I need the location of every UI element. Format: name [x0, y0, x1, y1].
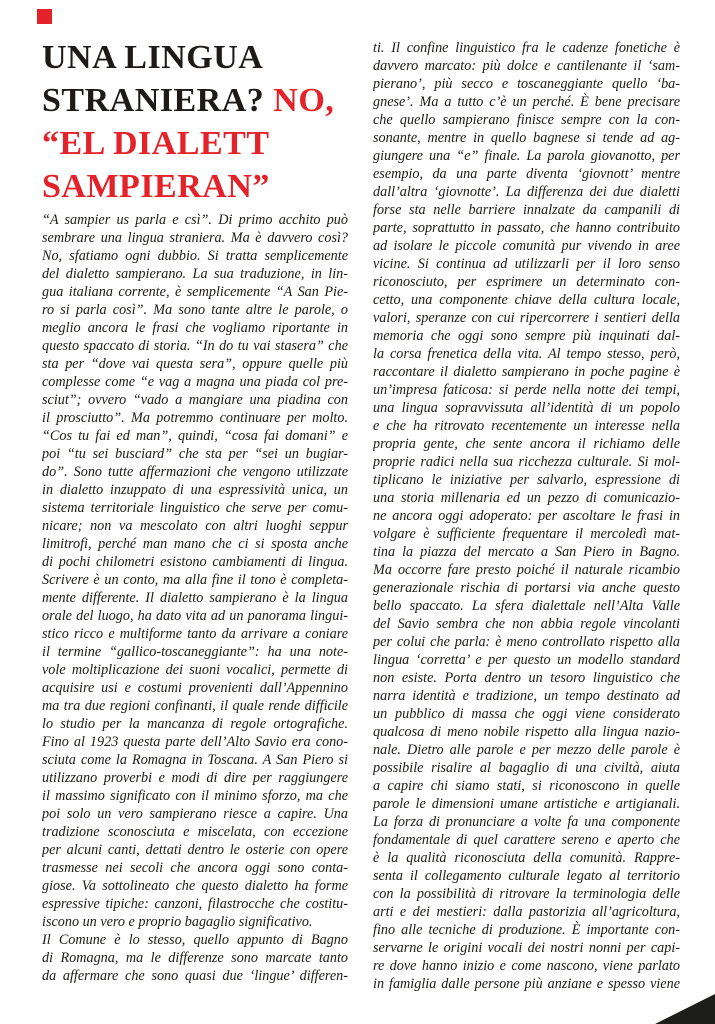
title-segment-black: UNA LINGUA	[42, 39, 264, 76]
text-line: do”. Sono tutte affermazioni che vengono utilizzate	[42, 464, 348, 480]
text-line: generazionale rischia di portarsi via anche questo	[373, 580, 680, 596]
text-line: fino alle tecniche di produzione. È importante con-	[373, 922, 680, 938]
text-line: vicine. Si continua ad utilizzarli per il loro senso	[373, 256, 680, 272]
text-line: bello spaccato. La sfera dialettale nell’Alta Valle	[373, 598, 680, 614]
text-line: gnese’. Ma a tutto c’è un perché. È bene precisare	[373, 94, 680, 110]
text-line: qualcosa di meno nobile rispetto alla lingua nazio-	[373, 724, 680, 740]
page-title	[42, 36, 354, 208]
text-line: del dialetto sampierano. La sua traduzione, in lin-	[42, 266, 348, 282]
text-line: poi solo un vero sampierano riesce a capire. Una	[42, 806, 348, 822]
text-line: una storia millenaria ed un pezzo di comunicazio-	[373, 490, 680, 506]
text-line: parole le dimensioni umane artistiche e artigianali.	[373, 796, 680, 812]
text-line: di Romagna, ma le differenze sono marcate tanto	[42, 950, 348, 966]
text-line: sistema territoriale linguistico che serve per comu-	[42, 500, 348, 516]
text-line: Il Comune è lo stesso, quello appunto di Bagno	[42, 932, 348, 948]
text-line: servarne le origini vocali dei nostri nonni per capi-	[373, 940, 680, 956]
text-line: sta per “dove vai questa sera”, oppure quelle più	[42, 356, 348, 372]
text-line: gua italiana corrente, è semplicemente “A San Pie-	[42, 284, 348, 300]
title-line	[42, 79, 354, 122]
text-line: memoria che oggi sono sempre più inquinati dal-	[373, 328, 680, 344]
text-line: Ma occorre fare presto poiché il naturale ricambio	[373, 562, 680, 578]
text-line: Fino al 1923 questa parte dell’Alto Savio era cono-	[42, 734, 348, 750]
text-line: narra identità e tradizione, un tempo destinato ad	[373, 688, 680, 704]
text-line: giungere una “e” finale. La parola giovanotto, per	[373, 148, 680, 164]
text-line: Scrivere è un conto, ma alla fine il tono è completa-	[42, 572, 348, 588]
red-square-marker	[37, 9, 52, 24]
text-line: che quello sampierano finisce sempre con la con-	[373, 112, 680, 128]
text-line: iscono un vero e proprio bagaglio significativo.	[42, 914, 313, 930]
text-line: il prosciutto”. Ma potremmo continuare per molto.	[42, 410, 348, 426]
text-line: tina la piazza del mercato a San Piero in Bagno.	[373, 544, 680, 560]
text-line: stico ricco e multiforme tanto da arrivare a coniare	[42, 626, 348, 642]
text-line: giose. Va sottolineato che questo dialetto ha forme	[42, 878, 348, 894]
text-line: tradizione sconosciuta e miscelata, con eccezione	[42, 824, 348, 840]
text-line: vole moltiplicazione dei suoni vocalici, permette di	[42, 662, 348, 678]
text-line: da affermare che sono quasi due ‘lingue’ differen-	[42, 968, 348, 984]
text-line: pierano’, più secco e toscaneggiante quello ‘ba-	[373, 76, 680, 92]
text-line: una lingua sopravvissuta all’identità di un popolo	[373, 400, 680, 416]
text-line: questo spaccato di storia. “In do tu vai stasera” che	[42, 338, 348, 354]
text-line: per alcuni canti, dettati dentro le osterie con opere	[42, 842, 348, 858]
text-line: poi “tu sei busciard” che sta per “sei un bugiar-	[42, 446, 348, 462]
title-segment-red: “EL DIALETT	[42, 125, 270, 162]
text-line: ad isolare le piccole comunità pur vivendo in aree	[373, 238, 680, 254]
text-line: del Savio sembra che non abbia regole vincolanti	[373, 616, 680, 632]
text-line: e che ha ritrovato recentemente un interesse nella	[373, 418, 680, 434]
text-line: orale del luogo, ha dato vita ad un panorama lingui-	[42, 608, 348, 624]
text-line: lingua ‘corretta’ e per questo un modello standard	[373, 652, 680, 668]
text-line: sonante, mentre in quello bagnese si tende ad ag-	[373, 130, 680, 146]
title-segment-red: NO,	[273, 82, 335, 119]
text-line: davvero marcato: più dolce e cantilenante il ‘sam-	[373, 58, 680, 74]
text-line: valori, speranze con cui ripercorrere i sentieri della	[373, 310, 680, 326]
text-line: nale. Dietro alle parole e per mezzo delle parole è	[373, 742, 680, 758]
title-line	[42, 165, 354, 208]
text-line: è la qualità riconosciuta della comunità. Rappre-	[373, 850, 680, 866]
text-line: utilizzano proverbi e modi di dire per raggiungere	[42, 770, 348, 786]
text-line: nicare; non va mescolato con altri luoghi seppur	[42, 518, 348, 534]
text-line: il massimo significato con il minimo sforzo, ma che	[42, 788, 348, 804]
title-line	[42, 36, 354, 79]
text-line: a capire chi siamo stati, si riconoscono in quelle	[373, 778, 680, 794]
text-line: di pochi chilometri esistono cambiamenti di lingua.	[42, 554, 348, 570]
text-line: sciuta come la Romagna in Toscana. A San Piero si	[42, 752, 348, 768]
text-line: “Cos tu fai ed man”, quindi, “cosa fai domani” e	[42, 428, 348, 444]
text-line: espressive tipiche: canzoni, filastrocche che costitu-	[42, 896, 348, 912]
text-line: un’impresa faticosa: si perde nella notte dei tempi,	[373, 382, 680, 398]
page-corner-triangle	[655, 994, 715, 1024]
title-segment-black: STRANIERA?	[42, 82, 274, 119]
text-line: la corsa frenetica della vita. Al tempo stesso, però,	[373, 346, 680, 362]
text-line: ma tra due regioni confinanti, il quale rende difficile	[42, 698, 348, 714]
text-line: possibile risalire al bagaglio di una civiltà, aiuta	[373, 760, 680, 776]
text-line: con la possibilità di ritrovare la terminologia delle	[373, 886, 680, 902]
text-line: No, sfatiamo ogni dubbio. Si tratta semplicemente	[42, 248, 348, 264]
text-line: parte, soprattutto in passato, che hanno contribuito	[373, 220, 680, 236]
text-line: tiplicano le iniziative per salvarlo, espressione di	[373, 472, 680, 488]
text-line: forse sta nelle barriere innalzate da campanili di	[373, 202, 680, 218]
text-line: ne ancora oggi adoperato: per ascoltare le frasi in	[373, 508, 680, 524]
title-segment-red: SAMPIERAN”	[42, 168, 270, 205]
text-line: meglio ancora le frasi che vogliamo riportante in	[42, 320, 348, 336]
text-line: ti. Il confine linguistico fra le cadenze fonetiche è	[373, 40, 680, 56]
text-line: dall’altra ‘giovnotte’. La differenza dei due dialetti	[373, 184, 680, 200]
text-line: cetto, una componente chiave della cultura locale,	[373, 292, 680, 308]
text-line: propria gente, che sente ancora il richiamo delle	[373, 436, 680, 452]
text-line: La forza di pronunciare a volte fa una componente	[373, 814, 680, 830]
text-line: esempio, da una parte diventa ‘giovnott’ mentre	[373, 166, 680, 182]
text-line: senta il collegamento culturale legato al territorio	[373, 868, 680, 884]
text-line: volgare è sufficiente frequentare il mercoledì mat-	[373, 526, 680, 542]
text-line: limitrofi, perché man mano che ci si sposta anche	[42, 536, 348, 552]
text-line: lo studio per la mancanza di regole ortografiche.	[42, 716, 348, 732]
title-line	[42, 122, 354, 165]
text-line: “A sampier us parla e csì”. Di primo acchito può	[42, 212, 348, 228]
text-line: sembrare una lingua straniera. Ma è davvero così?	[42, 230, 348, 246]
text-line: il termine “gallico-toscaneggiante”: ha una note-	[42, 644, 348, 660]
text-line: arti e dei mestieri: dalla pastorizia all’agricoltura,	[373, 904, 680, 920]
text-line: complesse come “e vag a magna una piada col pre-	[42, 374, 348, 390]
text-line: in famiglia dalle persone più anziane e spesso viene	[373, 976, 680, 992]
text-line: fondamentale di quel carattere sereno e aperto che	[373, 832, 680, 848]
text-line: trasmesse nei secoli che ancora oggi sono conta-	[42, 860, 348, 876]
text-line: acquisire usi e costumi provenienti dall’Appennino	[42, 680, 348, 696]
text-line: in dialetto inzuppato di una espressività unica, un	[42, 482, 348, 498]
text-line: mente differente. Il dialetto sampierano è la lingua	[42, 590, 348, 606]
text-line: un pubblico di massa che oggi viene considerato	[373, 706, 680, 722]
text-line: raccontare il dialetto sampierano in poche pagine è	[373, 364, 680, 380]
text-line: ro si parla così”. Ma sono tante altre le parole, o	[42, 302, 348, 318]
text-line: non esiste. Porta dentro un tesoro linguistico che	[373, 670, 680, 686]
text-line: re dove hanno inizio e come nascono, viene parlato	[373, 958, 680, 974]
text-line: proprie radici nella sua ricchezza culturale. Si mol-	[373, 454, 680, 470]
text-line: per colui che parla: è meno controllato rispetto alla	[373, 634, 680, 650]
article-column-right	[373, 39, 680, 993]
article-column-left	[42, 211, 348, 985]
text-line: sciut”; ovvero “vado a mangiare una piadina con	[42, 392, 348, 408]
text-line: riconosciuto, per esprimere un determinato con-	[373, 274, 680, 290]
